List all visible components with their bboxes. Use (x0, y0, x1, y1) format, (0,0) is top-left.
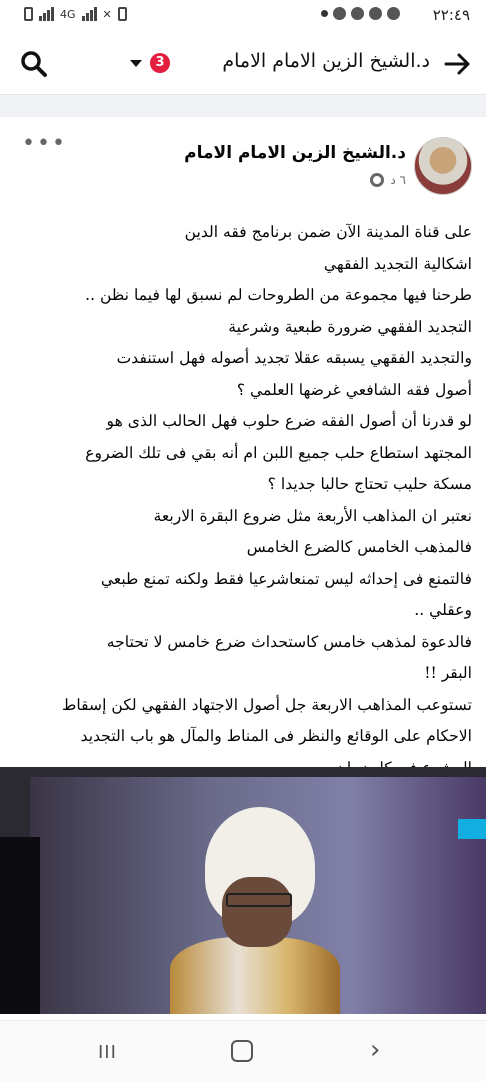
back-arrow-icon[interactable] (442, 49, 472, 79)
post-line: اشكالية التجديد الفقهي (323, 254, 472, 273)
battery-icon (24, 7, 33, 21)
post-text (10, 217, 472, 784)
post-line: نعتبر ان المذاهب الأربعة مثل ضروع البقرة الاربعة (153, 506, 472, 525)
recents-button[interactable]: III (98, 1042, 117, 1063)
feed-separator (0, 95, 486, 117)
status-bar (0, 0, 486, 32)
post-photo[interactable] (0, 767, 486, 1014)
mute-icon: ✕ (102, 7, 112, 21)
signal-icon-2 (82, 7, 97, 21)
speaker-face (222, 877, 292, 947)
post-time[interactable]: ٦ د (390, 173, 406, 187)
signal-icon (39, 7, 54, 21)
system-nav-bar (0, 1020, 486, 1081)
post-line: البقر !! (424, 664, 472, 682)
post-line: على قناة المدينة الآن ضمن برنامج فقه الدين (184, 223, 472, 241)
more-options-icon[interactable]: ••• (22, 131, 67, 156)
search-icon[interactable] (20, 50, 48, 78)
post-line: وعقلي .. (414, 601, 472, 619)
notification-dot-icon (321, 10, 328, 17)
globe-icon (370, 173, 384, 187)
page-title[interactable]: د.الشيخ الزين الامام الامام (222, 50, 430, 72)
top-app-bar (0, 32, 486, 95)
chevron-down-icon[interactable] (130, 60, 142, 67)
app-icon (333, 7, 346, 20)
avatar[interactable] (414, 137, 472, 195)
post-line: فالدعوة لمذهب خامس كاستحداث ضرع خامس لا تحتاجه (106, 632, 472, 651)
network-type: 4G (60, 7, 76, 21)
post-meta (370, 173, 406, 187)
lock-icon (118, 7, 127, 21)
post-line: لو قدرنا أن أصول الفقه ضرع حلوب فهل الحالب الذى هو (106, 412, 472, 430)
notification-badge: 3 (150, 53, 170, 73)
messenger-icon (351, 7, 364, 20)
speaker-glasses (226, 893, 292, 907)
speaker-robe (170, 937, 340, 1014)
post-line: أصول فقه الشافعي غرضها العلمي ؟ (236, 380, 472, 399)
post-line: فالتمنع فى إحداثه ليس تمنعاشرعيا فقط ولكنه تمنع طبعي (100, 569, 472, 588)
post-line: المجتهد استطاع حلب جميع اللبن ام أنه بقي فى تلك الضروع (85, 443, 472, 462)
back-button[interactable]: › (370, 1035, 381, 1065)
post-line: الاحكام على الوقائع والنظر فى المناط والمآل هو باب التجديد (80, 727, 472, 745)
clock-icon (387, 7, 400, 20)
whatsapp-icon (369, 7, 382, 20)
post-line: تستوعب المذاهب الاربعة جل أصول الاجتهاد الفقهي لكن إسقاط (61, 695, 472, 714)
post-line: طرحنا فيها مجموعة من الطروحات لم نسبق لها فيما نظن .. (85, 286, 472, 304)
status-icons-right (321, 7, 400, 20)
channel-logo (458, 819, 486, 839)
tv-bezel (0, 837, 40, 1014)
post-line: والتجديد الفقهي يسبقه عقلا تجديد أصوله فهل استنفدت (116, 349, 472, 367)
status-icons-left (24, 7, 127, 21)
post-line: مسكة حليب تحتاج حالبا جديدا ؟ (267, 475, 472, 493)
home-button[interactable] (231, 1040, 253, 1062)
post-line: التجديد الفقهي ضرورة طبعية وشرعية (228, 317, 472, 336)
author-name[interactable]: د.الشيخ الزين الامام الامام (184, 143, 406, 163)
status-time: ٢٢:٤٩ (432, 6, 470, 24)
post-line: فالمذهب الخامس كالضرع الخامس (246, 538, 472, 556)
